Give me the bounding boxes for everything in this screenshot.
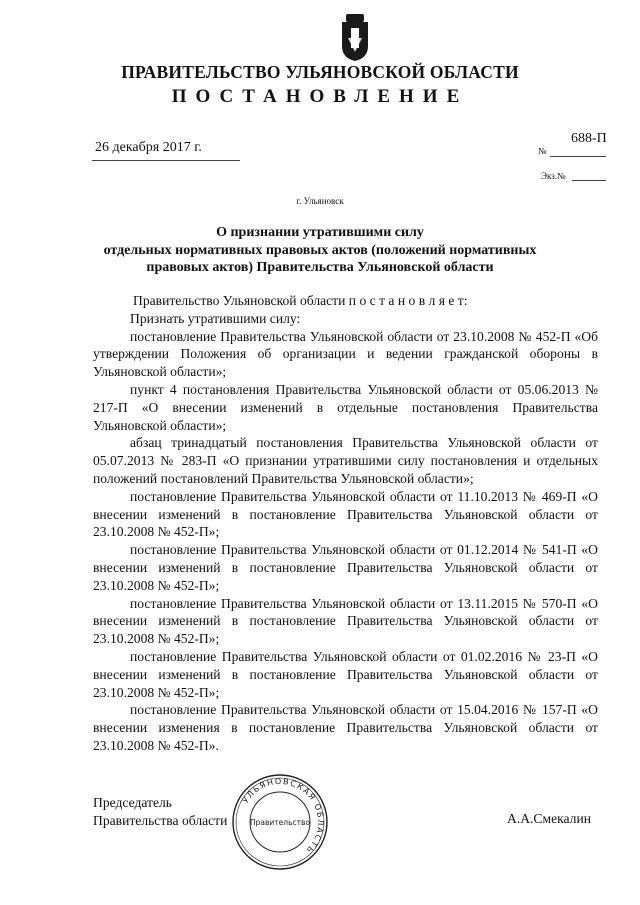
repealed-item: пункт 4 постановления Правительства Ульяновской области от 05.06.2013 № 217-П «О внесении изменений в отдельные постановления Правительства Ульяновской области»;	[93, 381, 598, 433]
repealed-item: постановление Правительства Ульяновской области от 13.11.2015 № 570-П «О внесении изменений в постановление Правительства Ульяновской области от 23.10.2008 № 452-П»;	[93, 595, 598, 647]
date-underline	[92, 160, 240, 161]
signatory-name: А.А.Смекалин	[507, 811, 592, 826]
document-date: 26 декабря 2017 г.	[95, 140, 202, 155]
document-heading	[80, 224, 560, 277]
heading-line: правовых актов) Правительства Ульяновской области	[146, 260, 494, 275]
heading-line: О признании утратившими силу	[216, 225, 424, 240]
government-title: ПРАВИТЕЛЬСТВО УЛЬЯНОВСКОЙ ОБЛАСТИ	[121, 62, 519, 82]
city: г. Ульяновск	[296, 196, 344, 206]
copy-number-underline	[572, 180, 606, 181]
official-seal-icon	[230, 772, 330, 872]
number-sign: №	[538, 146, 547, 156]
resolution-declare: Признать утратившими силу:	[130, 310, 301, 326]
resolution-intro: Правительство Ульяновской области п о с т а н о в л я е т:	[133, 293, 468, 308]
repealed-item: постановление Правительства Ульяновской области от 23.10.2008 № 452-П «Об утверждении Положения об организации и ведении гражданской обороны в Ульяновской области»;	[93, 328, 598, 380]
heading-line: отдельных нормативных правовых актов (положений нормативных	[103, 242, 537, 258]
repealed-item: постановление Правительства Ульяновской области от 15.04.2016 № 157-П «О внесении изменения в постановление Правительства Ульяновской области от 23.10.2008 № 452-П».	[93, 702, 598, 753]
number-underline	[550, 156, 606, 157]
repealed-item: абзац тринадцатый постановления Правительства Ульяновской области от 05.07.2013 № 283-П «О признании утратившими силу постановления и отдельных положений постановлений Правительства Ульяновской области»;	[93, 435, 598, 486]
document-type: ПОСТАНОВЛЕНИЕ	[171, 86, 469, 107]
repealed-item: постановление Правительства Ульяновской области от 11.10.2013 № 469-П «О внесении изменений в постановление Правительства Ульяновской области от 23.10.2008 № 452-П»;	[93, 488, 598, 540]
repealed-item: постановление Правительства Ульяновской области от 01.02.2016 № 23-П «О внесении изменений в постановление Правительства Ульяновской области от 23.10.2008 № 452-П»;	[93, 648, 598, 700]
svg-text:Правительство: Правительство	[250, 818, 310, 827]
position-line: Председатель	[93, 795, 172, 810]
document-body	[93, 292, 598, 755]
svg-text:УЛЬЯНОВСКАЯ ОБЛАСТЬ: УЛЬЯНОВСКАЯ ОБЛАСТЬ	[240, 776, 326, 856]
signatory-position	[93, 794, 227, 830]
coat-of-arms-icon	[340, 12, 370, 62]
document-number: 688-П	[571, 131, 607, 146]
repealed-item: постановление Правительства Ульяновской области от 01.12.2014 № 541-П «О внесении изменений в постановление Правительства Ульяновской области от 23.10.2008 № 452-П»;	[93, 542, 598, 593]
position-line: Правительства области	[93, 813, 228, 828]
copy-number-label: Экз.№	[541, 171, 566, 181]
